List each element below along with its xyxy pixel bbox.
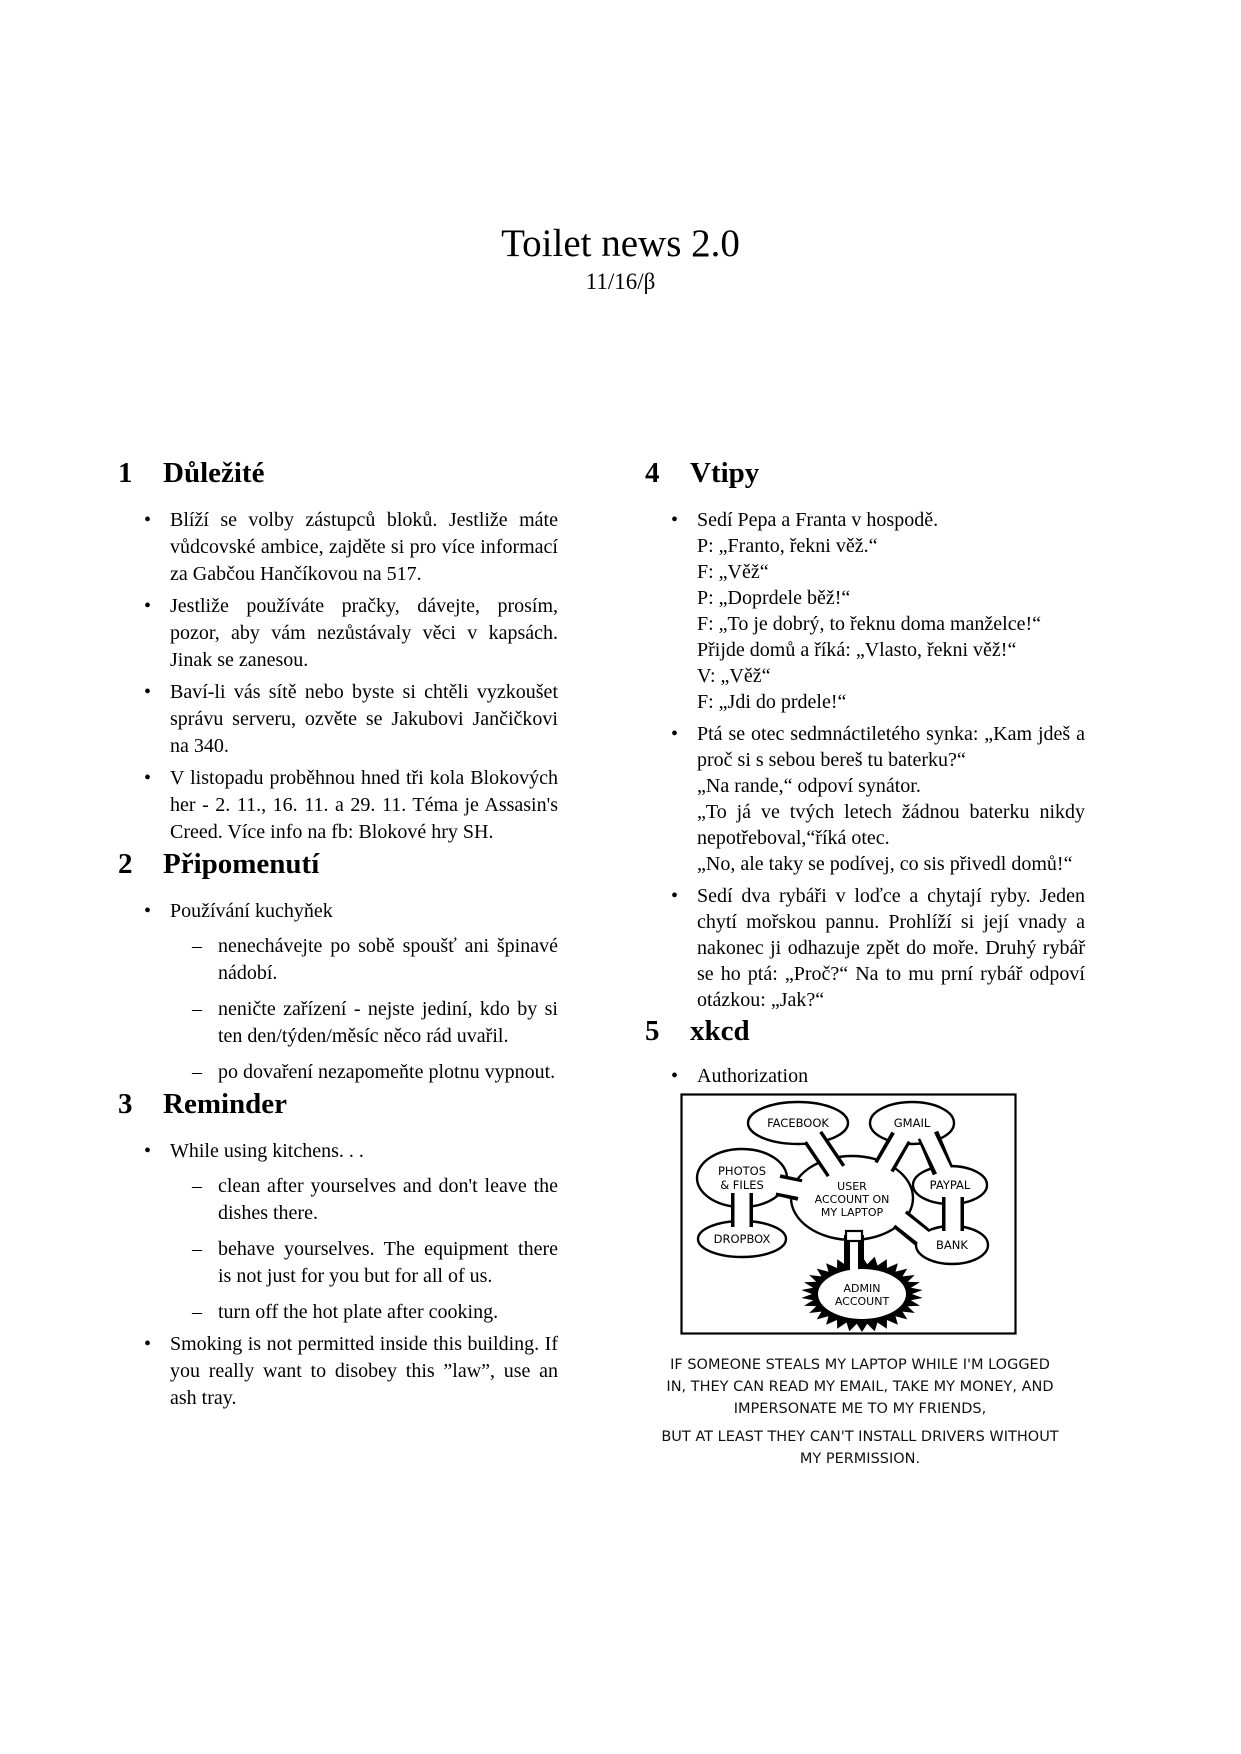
section-number: 4 <box>645 457 660 489</box>
joke-line: P: „Franto, řekni věž.“ <box>697 535 878 557</box>
admin-label-line1: ADMIN <box>843 1282 881 1295</box>
list-item <box>218 933 558 987</box>
comic-caption-paragraph: IF SOMEONE STEALS MY LAPTOP WHILE I'M LOGGED IN, THEY CAN READ MY EMAIL, TAKE MY MONEY, AND IMPERSONATE ME TO MY FRIENDS, <box>666 1357 1054 1417</box>
facebook-label: FACEBOOK <box>767 1116 829 1130</box>
list-item-text: turn off the hot plate after cooking. <box>218 1301 499 1323</box>
list-item <box>218 1059 558 1086</box>
list-item-text: clean after yourselves and don't leave the dishes there. <box>218 1175 558 1224</box>
section-heading-pripomenuti <box>118 846 558 882</box>
user-label-line1: USER <box>837 1180 867 1193</box>
list-item-text: Smoking is not permitted inside this building. If you really want to disobey this ”law”, use an ash tray. <box>170 1333 558 1409</box>
list-item-text: Používání kuchyňek <box>170 900 333 922</box>
left-column <box>118 455 558 1412</box>
list-item <box>218 1173 558 1227</box>
xkcd-authorization-comic <box>680 1093 1017 1335</box>
joke-item <box>697 721 1085 877</box>
list-item-text: V listopadu proběhnou hned tři kola Blokových her - 2. 11., 16. 11. a 29. 11. Téma je Assasin's Creed. Více info na fb: Blokové hry SH. <box>170 767 558 843</box>
section-heading-xkcd <box>645 1013 1085 1049</box>
admin-plug <box>846 1231 862 1241</box>
list-item <box>218 1236 558 1290</box>
section-title: Připomenutí <box>163 848 320 880</box>
joke-item <box>697 507 1085 715</box>
joke-segment: „Na rande,“ odpoví synátor. <box>697 775 921 797</box>
kitchen-reminder-list-en <box>118 1138 558 1412</box>
list-item <box>170 507 558 588</box>
user-label-line2: ACCOUNT ON <box>814 1193 890 1206</box>
joke-line: P: „Doprdele běž!“ <box>697 587 851 609</box>
list-item <box>170 1331 558 1412</box>
photos-label-line1: PHOTOS <box>717 1164 767 1178</box>
kitchen-sublist-cz <box>170 933 558 1086</box>
list-item <box>170 679 558 760</box>
joke-segment: „No, ale taky se podívej, co sis přivedl domů!“ <box>697 853 1073 875</box>
section-heading-dulezite <box>118 455 558 491</box>
joke-line: F: „To je dobrý, to řeknu doma manželce!“ <box>697 613 1042 635</box>
list-item <box>697 1063 1085 1089</box>
section-title: Důležité <box>163 457 265 489</box>
section-title: Reminder <box>163 1088 288 1120</box>
list-item-text: Blíží se volby zástupců bloků. Jestliže máte vůdcovské ambice, zajděte si pro více informací za Gabčou Hančíkovou na 517. <box>170 509 558 585</box>
joke-text: Sedí dva rybáři v loďce a chytají ryby. Jeden chytí mořskou pannu. Prohlíží si její vnady a nakonec ji odhazuje zpět do moře. Druhý rybář se ho ptá: „Proč?“ Na to mu prní rybář odpoví otázkou: „Jak?“ <box>697 885 1085 1011</box>
xkcd-comic <box>661 1093 1059 1470</box>
joke-line: • Sedí Pepa a Franta v hospodě. <box>697 509 939 531</box>
page-subtitle: 11/16/β <box>585 269 656 294</box>
admin-label-line2: ACCOUNT <box>834 1295 890 1308</box>
jokes-list <box>645 507 1085 1013</box>
photos-label-line2: & FILES <box>720 1178 764 1192</box>
joke-segment: • Ptá se otec sedmnáctiletého synka: „Kam jdeš a proč si s sebou bereš tu baterku?“ <box>697 723 1085 771</box>
list-item <box>218 1299 558 1326</box>
joke-line: F: „Jdi do prdele!“ <box>697 691 847 713</box>
section-number: 5 <box>645 1015 660 1047</box>
list-item <box>170 593 558 674</box>
section-number: 3 <box>118 1088 133 1120</box>
list-item-text: neničte zařízení - nejste jediní, kdo by si ten den/týden/měsíc něco rád uvařil. <box>218 998 558 1047</box>
section-title: xkcd <box>690 1015 750 1047</box>
user-label-line3: MY LAPTOP <box>820 1206 884 1219</box>
list-item-text: behave yourselves. The equipment there is not just for you but for all of us. <box>218 1238 558 1287</box>
section-number: 2 <box>118 848 133 880</box>
section-number: 1 <box>118 457 133 489</box>
list-item-text: Jestliže používáte pračky, dávejte, prosím, pozor, aby vám nezůstávaly věci v kapsách. Jinak se zanesou. <box>170 595 558 671</box>
comic-caption-paragraph: BUT AT LEAST THEY CAN'T INSTALL DRIVERS WITHOUT MY PERMISSION. <box>661 1429 1059 1467</box>
joke-item <box>697 883 1085 1013</box>
list-item-text: Baví-li vás sítě nebo byste si chtěli vyzkoušet správu serveru, ozvěte se Jakubovi Jančičkovi na 340. <box>170 681 558 757</box>
xkcd-list <box>645 1063 1085 1089</box>
list-item-text: While using kitchens. . . <box>170 1140 364 1162</box>
joke-line: V: „Věž“ <box>697 665 771 687</box>
right-column <box>645 455 1085 1470</box>
important-list <box>118 507 558 846</box>
masthead <box>0 222 1241 296</box>
list-item <box>218 996 558 1050</box>
section-heading-reminder <box>118 1086 558 1122</box>
section-heading-vtipy <box>645 455 1085 491</box>
bank-label: BANK <box>936 1238 968 1252</box>
list-item <box>170 898 558 1086</box>
kitchen-sublist-en <box>170 1173 558 1326</box>
comic-caption <box>660 1354 1060 1470</box>
dropbox-label: DROPBOX <box>713 1232 771 1246</box>
list-item <box>170 1138 558 1326</box>
list-item <box>170 765 558 846</box>
list-item-text: Authorization <box>697 1065 809 1087</box>
joke-segment: „To já ve tvých letech žádnou baterku nikdy nepotřeboval,“říká otec. <box>697 801 1085 849</box>
gmail-label: GMAIL <box>893 1116 931 1130</box>
joke-line: F: „Věž“ <box>697 561 769 583</box>
kitchen-reminder-list-cz <box>118 898 558 1086</box>
joke-line: Přijde domů a říká: „Vlasto, řekni věž!“ <box>697 639 1017 661</box>
page-title: Toilet news 2.0 <box>501 222 740 265</box>
paypal-label: PAYPAL <box>929 1178 971 1192</box>
list-item-text: nenechávejte po sobě spoušť ani špinavé nádobí. <box>218 935 558 984</box>
section-title: Vtipy <box>690 457 760 489</box>
list-item-text: po dovaření nezapomeňte plotnu vypnout. <box>218 1061 556 1083</box>
